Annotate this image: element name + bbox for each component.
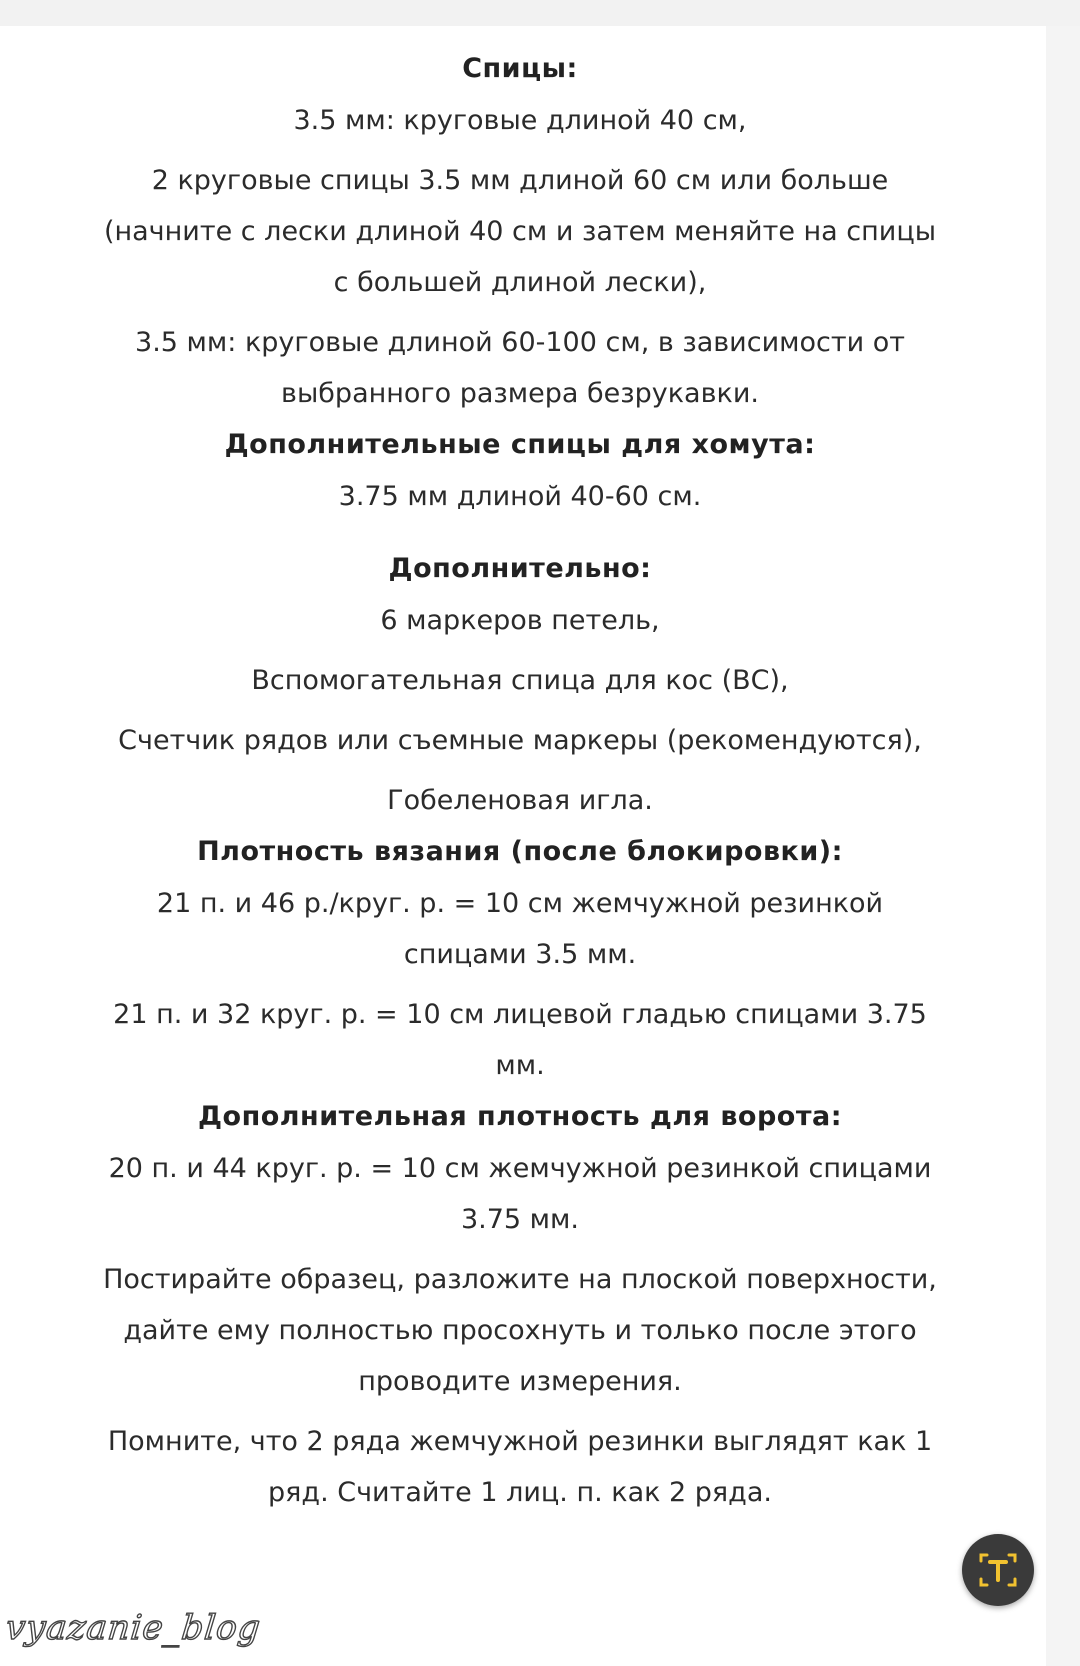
note-line-2: дайте ему полностью просохнуть и только после этого: [123, 1315, 917, 1346]
right-strip: [1046, 26, 1080, 1666]
notions-line-4: Гобеленовая игла.: [387, 785, 653, 816]
gauge-line-4: мм.: [495, 1050, 545, 1081]
collar-gauge-line-1: 20 п. и 44 круг. р. = 10 см жемчужной резинкой спицами: [108, 1153, 932, 1184]
needles-line-3: (начните с лески длиной 40 см и затем меняйте на спицы: [103, 216, 937, 247]
notions-line-1: 6 маркеров петель,: [380, 605, 660, 636]
needles-line-5: 3.5 мм: круговые длиной 60-100 см, в зависимости от: [135, 327, 905, 358]
gauge-line-3: 21 п. и 32 круг. р. = 10 см лицевой гладью спицами 3.75: [113, 999, 927, 1030]
needles-line-2: 2 круговые спицы 3.5 мм длиной 60 см или больше: [151, 165, 889, 196]
top-strip: [0, 0, 1080, 26]
note-line-1: Постирайте образец, разложите на плоской поверхности,: [103, 1264, 937, 1295]
collar-gauge-line-2: 3.75 мм.: [460, 1204, 580, 1235]
gauge-line-1: 21 п. и 46 р./круг. р. = 10 см жемчужной резинкой: [156, 888, 884, 919]
needles-line-6: выбранного размера безрукавки.: [281, 378, 759, 409]
translate-text-icon: [977, 1549, 1019, 1591]
heading-gauge: Плотность вязания (после блокировки):: [197, 836, 843, 867]
heading-extra-needles: Дополнительные спицы для хомута:: [224, 429, 816, 460]
note-line-5: ряд. Считайте 1 лиц. п. как 2 ряда.: [268, 1477, 772, 1508]
document-body: [40, 52, 1000, 1518]
heading-needles: Спицы:: [462, 53, 578, 84]
watermark: vyazanie_blog: [3, 1608, 263, 1648]
notions-line-3: Счетчик рядов или съемные маркеры (рекомендуются),: [118, 725, 922, 756]
needles-line-1: 3.5 мм: круговые длиной 40 см,: [293, 105, 747, 136]
translate-button[interactable]: [962, 1534, 1034, 1606]
heading-collar-gauge: Дополнительная плотность для ворота:: [197, 1101, 843, 1132]
note-line-3: проводите измерения.: [358, 1366, 682, 1397]
extra-needles-line-1: 3.75 мм длиной 40-60 см.: [338, 481, 702, 512]
heading-notions: Дополнительно:: [388, 553, 652, 584]
gauge-line-2: спицами 3.5 мм.: [403, 939, 637, 970]
note-line-4: Помните, что 2 ряда жемчужной резинки выглядят как 1: [107, 1426, 933, 1457]
notions-line-2: Вспомогательная спица для кос (ВС),: [251, 665, 789, 696]
needles-line-4: с большей длиной лески),: [333, 267, 707, 298]
